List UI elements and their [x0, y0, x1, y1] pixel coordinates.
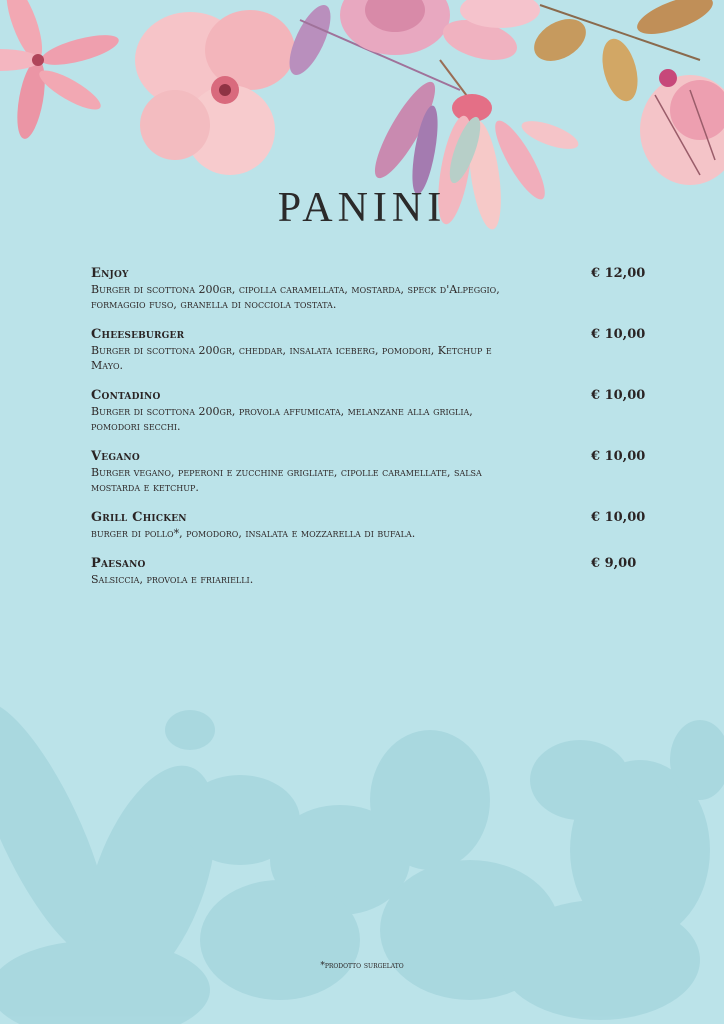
menu-item-name: Enjoy — [91, 266, 129, 281]
menu-item-description: burger di pollo*, pomodoro, insalata e mozzarella di bufala. — [91, 527, 416, 540]
menu-item-description: Burger di scottona 200gr, provola affumicata, melanzane alla griglia, pomodori secchi. — [91, 405, 473, 433]
menu-item-price: € 10,00 — [591, 327, 646, 342]
menu-item — [91, 510, 646, 541]
menu-item-price: € 9,00 — [591, 556, 637, 571]
menu-list — [91, 266, 646, 602]
menu-item-name: Contadino — [91, 388, 161, 403]
menu-item — [91, 556, 639, 587]
menu-item-description: Burger di scottona 200gr, cheddar, insalata iceberg, pomodori, Ketchup e Mayo. — [91, 344, 492, 372]
menu-item-price: € 10,00 — [591, 449, 646, 464]
menu-item-name: Vegano — [91, 449, 140, 464]
footnote: *prodotto surgelato — [320, 961, 404, 971]
menu-item — [91, 388, 646, 434]
menu-item-price: € 10,00 — [591, 510, 646, 525]
menu-item-price: € 12,00 — [591, 266, 646, 281]
menu-item-price: € 10,00 — [591, 388, 646, 403]
menu-item-description: Burger di scottona 200gr, cipolla caramellata, mostarda, speck d'Alpeggio, formaggio fuso, granella di nocciola tostata. — [91, 283, 500, 311]
menu-item — [91, 449, 646, 495]
menu-item-name: Paesano — [91, 556, 146, 571]
menu-item-name: Grill Chicken — [91, 510, 187, 525]
menu-item-description: Salsiccia, provola e friarielli. — [91, 573, 254, 586]
menu-item — [91, 266, 646, 312]
menu-title: PANINI — [277, 185, 447, 231]
menu-item-name: Cheeseburger — [91, 327, 185, 342]
menu-item-description: Burger vegano, peperoni e zucchine grigliate, cipolle caramellate, salsa mostarda e ketchup. — [91, 466, 482, 494]
menu-item — [91, 327, 646, 373]
